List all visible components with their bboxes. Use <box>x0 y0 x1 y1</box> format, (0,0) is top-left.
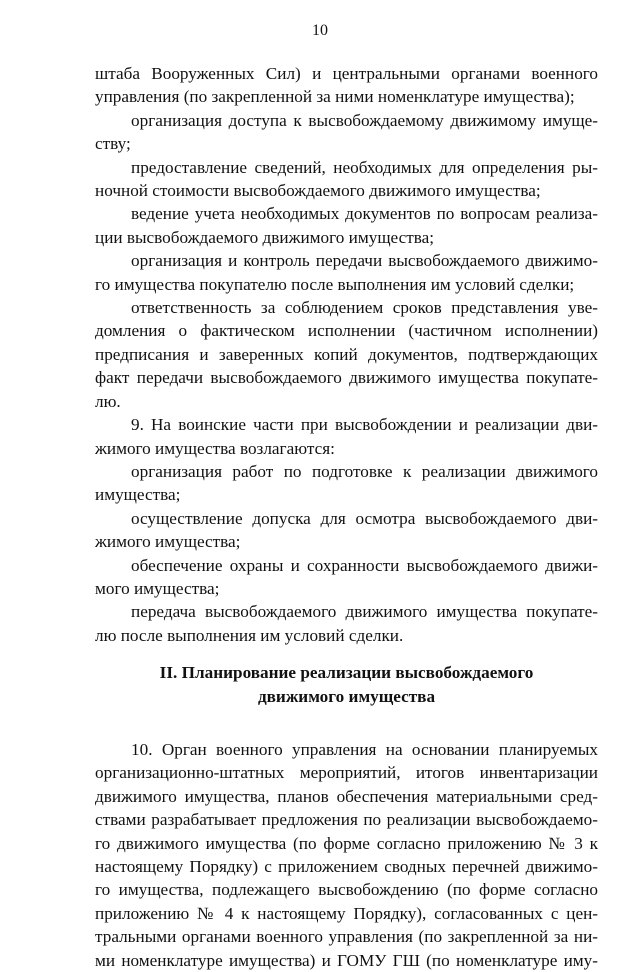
text-line: лю после выполнения им условий сделки. <box>95 625 404 645</box>
paragraph-block-1 <box>95 62 598 647</box>
page-number: 10 <box>312 22 328 39</box>
text-line: управления (по закрепленной за ними номенклатуре имущества); <box>95 87 575 107</box>
text-line: ми номенклатуре имущества) и ГОМУ ГШ (по номенклатуре иму- <box>95 950 598 970</box>
text-line: организационно-штатных мероприятий, итогов инвентаризации <box>95 763 598 783</box>
text-line: движимого имущества, планов обеспечения материальными сред- <box>95 786 598 806</box>
text-line: жимого имущества; <box>95 532 241 552</box>
text-line: факт передачи высвобождаемого движимого имущества покупате- <box>95 368 598 388</box>
text-line: го движимого имущества (по форме согласно приложению № 3 к <box>95 833 598 853</box>
document-body <box>95 62 598 972</box>
text-line: ночной стоимости высвобождаемого движимого имущества; <box>95 181 541 201</box>
text-line: передача высвобождаемого движимого имущества покупате- <box>131 602 598 622</box>
text-line: настоящему Порядку) с приложением сводных перечней движимо- <box>95 857 598 876</box>
text-line: имущества; <box>95 485 181 505</box>
section-heading-line-1: II. Планирование реализации высвобождаемого <box>159 663 534 683</box>
section-heading <box>95 661 598 708</box>
text-line: ству; <box>95 134 131 154</box>
text-line: предоставление сведений, необходимых для определения ры- <box>131 157 598 177</box>
text-line: 10. Орган военного управления на основании планируемых <box>131 739 598 759</box>
text-line: организация доступа к высвобождаемому движимому имуще- <box>131 110 598 130</box>
text-line: осуществление допуска для осмотра высвобождаемого дви- <box>131 508 598 528</box>
text-line: ствами разрабатывает предложения по реализации высвобождаемо- <box>95 810 598 830</box>
text-line: го имущества, подлежащего высвобождению (по форме согласно <box>95 880 598 900</box>
text-line: организация и контроль передачи высвобождаемого движимо- <box>131 251 598 271</box>
text-line: 9. На воинские части при высвобождении и реализации дви- <box>131 415 598 435</box>
text-line: предписания и заверенных копий документов, подтверждающих <box>95 344 598 364</box>
text-line: штаба Вооруженных Сил) и центральными органами военного <box>95 64 598 83</box>
text-line: ведение учета необходимых документов по вопросам реализа- <box>131 204 598 224</box>
text-line: приложению № 4 к настоящему Порядку), согласованных с цен- <box>95 903 598 923</box>
text-line: ции высвобождаемого движимого имущества; <box>95 227 435 247</box>
text-line: лю. <box>95 391 121 411</box>
text-line: мого имущества; <box>95 578 220 598</box>
text-line: ответственность за соблюдением сроков представления уве- <box>131 298 598 318</box>
text-line: организация работ по подготовке к реализации движимого <box>131 461 598 481</box>
section-heading-line-2: движимого имущества <box>257 686 436 706</box>
paragraph-block-2 <box>95 738 598 972</box>
text-line: домления о фактическом исполнении (частичном исполнении) <box>95 321 598 341</box>
text-line: го имущества покупателю после выполнения им условий сделки; <box>95 274 575 294</box>
text-line: обеспечение охраны и сохранности высвобождаемого движи- <box>131 555 598 575</box>
text-line: тральными органами военного управления (по закрепленной за ни- <box>95 927 598 947</box>
text-line: жимого имущества возлагаются: <box>95 438 335 458</box>
